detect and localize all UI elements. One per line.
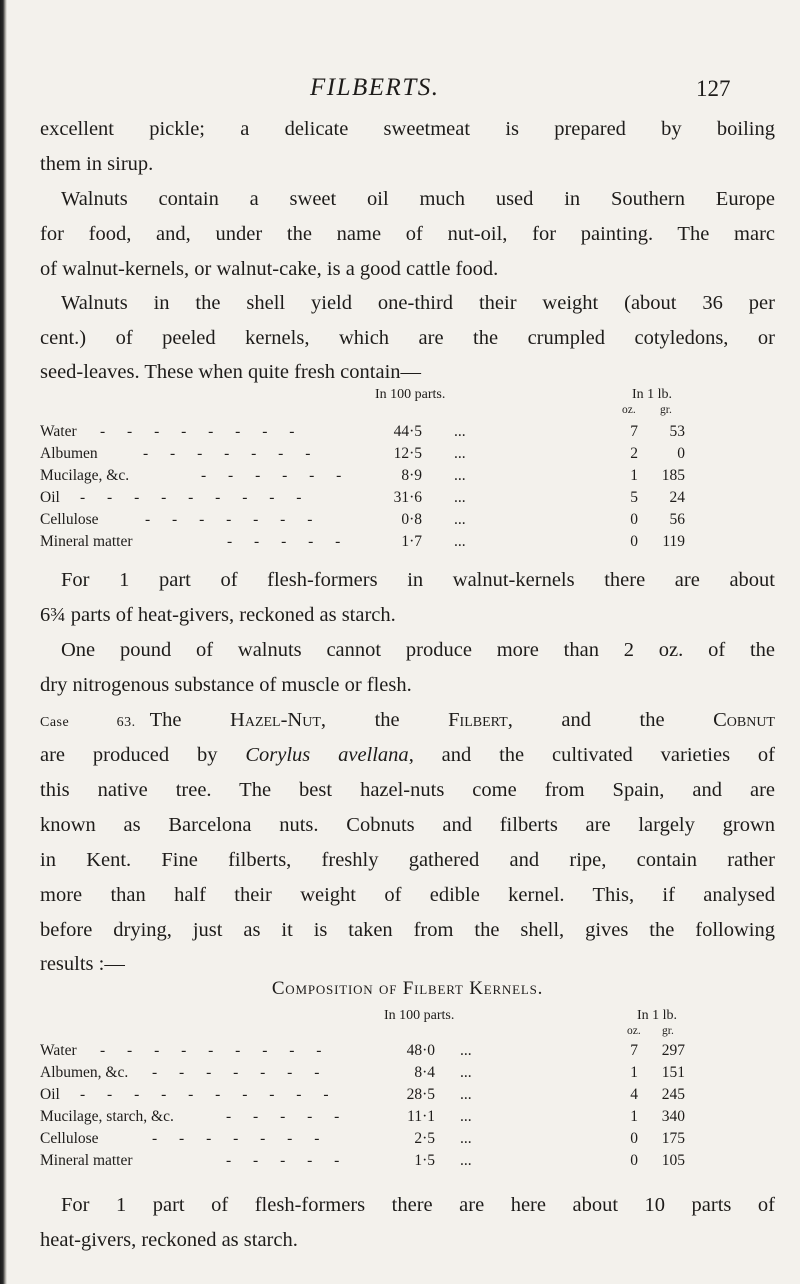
column-header-gr: gr. xyxy=(660,404,672,416)
page-header xyxy=(0,74,800,108)
gr-value: 175 xyxy=(661,1130,685,1147)
filbert-composition-table xyxy=(40,978,775,1203)
gr-value: 119 xyxy=(662,533,685,550)
text-line: For 1 part of flesh-formers there are here about 10 parts of xyxy=(61,1194,775,1216)
row-label: Albumen, &c. xyxy=(40,1064,129,1081)
parts-value: 8·9 xyxy=(401,467,422,484)
oz-value: 1 xyxy=(630,467,638,484)
text-line: For 1 part of flesh-formers in walnut-kernels there are about xyxy=(61,569,775,591)
gr-value: 151 xyxy=(661,1064,685,1081)
column-header-parts: In 100 parts. xyxy=(375,387,446,402)
gr-value: 24 xyxy=(669,489,685,506)
text-line: are produced by Corylus avellana, and the cultivated varieties of xyxy=(40,744,775,766)
gr-value: 56 xyxy=(669,511,685,528)
text-line: before drying, just as it is taken from the shell, gives the following xyxy=(40,919,775,941)
term-cobnut: Cobnut xyxy=(713,709,775,731)
text-line: of walnut-kernels, or walnut-cake, is a good cattle food. xyxy=(40,258,499,280)
text-line: One pound of walnuts cannot produce more than 2 oz. of the xyxy=(61,639,775,661)
row-label: Oil xyxy=(40,1086,60,1103)
case-number: Case 63. xyxy=(40,715,136,730)
oz-value: 1 xyxy=(630,1064,638,1081)
table-row: Mucilage, &c. - - - - - - 8·9 ... 1 185 xyxy=(40,467,685,484)
row-label: Oil xyxy=(40,489,60,506)
table-row: Albumen - - - - - - - 12·5 ... 2 0 xyxy=(40,445,685,462)
table-row: Cellulose - - - - - - - 2·5 ... 0 175 xyxy=(40,1130,685,1147)
column-header-oz: oz. xyxy=(627,1025,641,1037)
gr-value: 245 xyxy=(661,1086,685,1103)
parts-value: 44·5 xyxy=(393,423,422,440)
oz-value: 7 xyxy=(630,1042,638,1059)
oz-value: 0 xyxy=(630,1152,638,1169)
row-label: Mucilage, starch, &c. xyxy=(40,1108,174,1125)
table-title: Composition of Filbert Kernels. xyxy=(271,978,544,999)
text-line: known as Barcelona nuts. Cobnuts and filberts are largely grown xyxy=(40,814,775,836)
text-line: dry nitrogenous substance of muscle or flesh. xyxy=(40,674,412,696)
text-line: Walnuts in the shell yield one-third their weight (about 36 per xyxy=(61,292,775,314)
oz-value: 4 xyxy=(630,1086,638,1103)
column-header-lb: In 1 lb. xyxy=(632,387,673,402)
text-line: them in sirup. xyxy=(40,153,154,175)
walnut-composition-table xyxy=(40,387,775,587)
row-label: Mineral matter xyxy=(40,1152,133,1169)
text-line: more than half their weight of edible kernel. This, if analysed xyxy=(40,884,775,906)
row-label: Water xyxy=(40,423,77,440)
parts-value: 28·5 xyxy=(406,1086,435,1103)
text-line: cent.) of peeled kernels, which are the crumpled cotyledons, or xyxy=(40,327,775,349)
oz-value: 7 xyxy=(630,423,638,440)
table-row: Mineral matter - - - - - 1·5 ... 0 105 xyxy=(40,1152,685,1169)
row-label: Cellulose xyxy=(40,1130,99,1147)
gr-value: 105 xyxy=(661,1152,685,1169)
gr-value: 53 xyxy=(669,423,685,440)
oz-value: 1 xyxy=(630,1108,638,1125)
table-row: Cellulose - - - - - - - 0·8 ... 0 56 xyxy=(40,511,685,528)
oz-value: 0 xyxy=(630,533,638,550)
table-row: Albumen, &c. - - - - - - - 8·4 ... 1 151 xyxy=(40,1064,685,1081)
parts-value: 2·5 xyxy=(414,1130,435,1147)
text-line: Case 63. The Hazel-Nut, the Filbert, and the Cobnut xyxy=(40,709,775,731)
oz-value: 2 xyxy=(630,445,638,462)
column-header-lb: In 1 lb. xyxy=(637,1008,678,1023)
row-label: Mucilage, &c. xyxy=(40,467,130,484)
text-line: this native tree. The best hazel-nuts come from Spain, and are xyxy=(40,779,775,801)
oz-value: 5 xyxy=(630,489,638,506)
page-binding-edge xyxy=(0,0,7,1284)
column-header-parts: In 100 parts. xyxy=(384,1008,455,1023)
gr-value: 340 xyxy=(661,1108,685,1125)
text-line: results :— xyxy=(40,953,125,975)
text-line: 6¾ parts of heat-givers, reckoned as starch. xyxy=(40,604,396,626)
row-label: Albumen xyxy=(40,445,98,462)
table-row: Oil - - - - - - - - - 31·6 ... 5 24 xyxy=(40,489,685,506)
table-row: Mucilage, starch, &c. - - - - - 11·1 ... 1 340 xyxy=(40,1108,685,1125)
column-header-gr: gr. xyxy=(662,1025,674,1037)
parts-value: 31·6 xyxy=(393,489,422,506)
text-line: seed-leaves. These when quite fresh contain— xyxy=(40,361,422,383)
table-row: Oil - - - - - - - - - - 28·5 ... 4 245 xyxy=(40,1086,685,1103)
gr-value: 185 xyxy=(661,467,685,484)
table-row: Mineral matter - - - - - 1·7 ... 0 119 xyxy=(40,533,685,550)
row-label: Cellulose xyxy=(40,511,99,528)
row-label: Water xyxy=(40,1042,77,1059)
text-line: in Kent. Fine filberts, freshly gathered and ripe, contain rather xyxy=(40,849,775,871)
parts-value: 11·1 xyxy=(407,1108,435,1125)
page-number: 127 xyxy=(696,76,731,101)
term-filbert: Filbert xyxy=(448,709,508,731)
botanical-name: Corylus avellana xyxy=(245,744,409,766)
table-row: Water - - - - - - - - 44·5 ... 7 53 xyxy=(40,423,685,440)
parts-value: 1·7 xyxy=(401,533,422,550)
oz-value: 0 xyxy=(630,1130,638,1147)
parts-value: 1·5 xyxy=(414,1152,435,1169)
text-line: heat-givers, reckoned as starch. xyxy=(40,1229,298,1251)
parts-value: 12·5 xyxy=(393,445,422,462)
gr-value: 297 xyxy=(661,1042,685,1059)
column-header-oz: oz. xyxy=(622,404,636,416)
text-line: Walnuts contain a sweet oil much used in Southern Europe xyxy=(61,188,775,210)
text-line: for food, and, under the name of nut-oil, for painting. The marc xyxy=(40,223,775,245)
term-hazel-nut: Hazel-Nut xyxy=(230,709,321,731)
row-label: Mineral matter xyxy=(40,533,133,550)
parts-value: 0·8 xyxy=(401,511,422,528)
oz-value: 0 xyxy=(630,511,638,528)
parts-value: 48·0 xyxy=(406,1042,435,1059)
text-line: excellent pickle; a delicate sweetmeat is prepared by boiling xyxy=(40,118,775,140)
gr-value: 0 xyxy=(677,445,685,462)
parts-value: 8·4 xyxy=(414,1064,435,1081)
running-title: FILBERTS. xyxy=(310,74,440,101)
table-row: Water - - - - - - - - - 48·0 ... 7 297 xyxy=(40,1042,685,1059)
